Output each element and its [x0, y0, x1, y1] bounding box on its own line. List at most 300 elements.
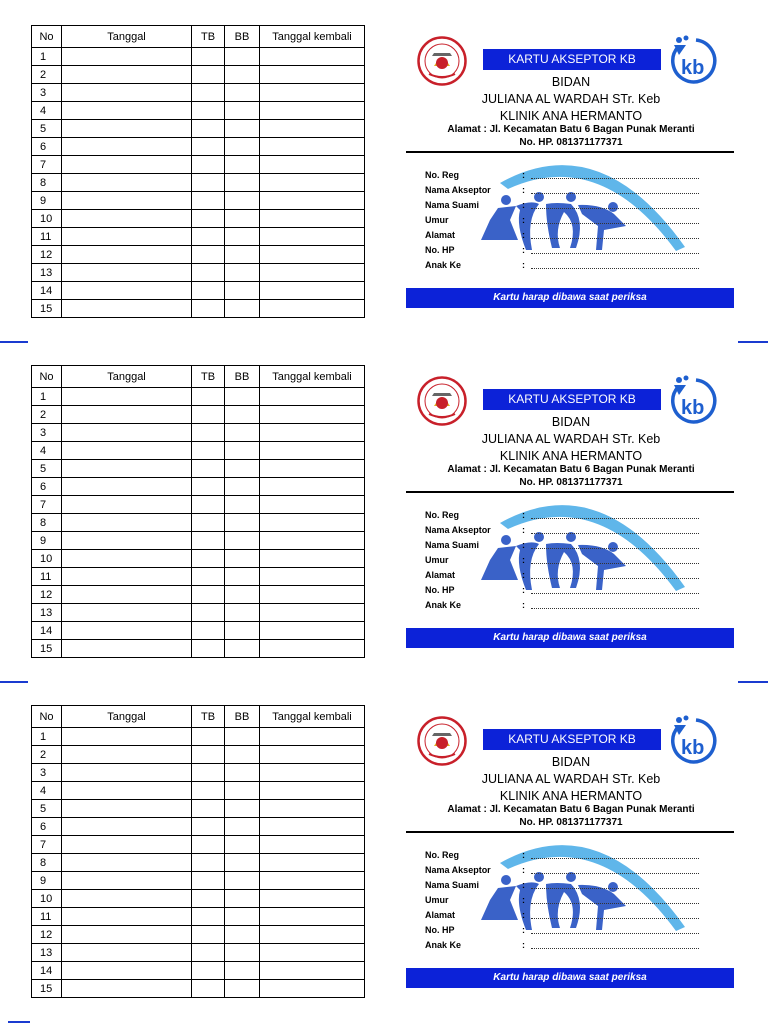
form-field [425, 555, 715, 569]
bb-cell [225, 728, 260, 746]
col-bb-header: BB [225, 706, 260, 728]
tb-cell [192, 138, 225, 156]
tanggal-kembali-cell [260, 264, 365, 282]
tanggal-kembali-cell [260, 120, 365, 138]
visit-table [31, 25, 365, 318]
row-number: 11 [32, 908, 62, 926]
bidan-name: JULIANA AL WARDAH STr. Keb [481, 772, 661, 786]
bb-cell [225, 228, 260, 246]
tanggal-kembali-cell [260, 496, 365, 514]
bb-cell [225, 818, 260, 836]
visit-table [31, 705, 365, 998]
table-row [32, 156, 365, 174]
tanggal-cell [62, 406, 192, 424]
table-row [32, 926, 365, 944]
table-row [32, 478, 365, 496]
form-field [425, 230, 715, 244]
bb-cell [225, 944, 260, 962]
bb-cell [225, 424, 260, 442]
cut-line-right-1 [738, 341, 768, 343]
field-colon: : [522, 260, 525, 270]
field-dotted-line [531, 253, 699, 254]
tanggal-kembali-cell [260, 174, 365, 192]
table-row [32, 890, 365, 908]
tb-cell [192, 962, 225, 980]
tanggal-kembali-cell [260, 746, 365, 764]
tb-cell [192, 424, 225, 442]
tb-cell [192, 478, 225, 496]
tanggal-cell [62, 174, 192, 192]
field-label: No. HP [425, 585, 455, 595]
tanggal-cell [62, 66, 192, 84]
clinic-phone: No. HP. 081371177371 [519, 137, 623, 148]
field-label: Anak Ke [425, 260, 462, 270]
field-label: No. Reg [425, 850, 460, 860]
tanggal-cell [62, 818, 192, 836]
field-colon: : [522, 600, 525, 610]
table-row [32, 120, 365, 138]
bb-cell [225, 604, 260, 622]
row-number: 6 [32, 138, 62, 156]
tb-cell [192, 210, 225, 228]
tanggal-kembali-cell [260, 156, 365, 174]
bb-cell [225, 550, 260, 568]
bb-cell [225, 460, 260, 478]
table-row [32, 84, 365, 102]
row-number: 1 [32, 728, 62, 746]
field-label: Nama Akseptor [425, 525, 491, 535]
tb-cell [192, 66, 225, 84]
col-tanggal-kembali-header: Tanggal kembali [260, 366, 365, 388]
tb-cell [192, 800, 225, 818]
tanggal-kembali-cell [260, 836, 365, 854]
bb-cell [225, 782, 260, 800]
tb-cell [192, 264, 225, 282]
field-label: Nama Akseptor [425, 865, 491, 875]
tanggal-kembali-cell [260, 84, 365, 102]
tanggal-kembali-cell [260, 66, 365, 84]
tb-cell [192, 460, 225, 478]
bb-cell [225, 746, 260, 764]
tb-cell [192, 586, 225, 604]
bb-cell [225, 138, 260, 156]
bb-cell [225, 926, 260, 944]
row-number: 2 [32, 746, 62, 764]
row-number: 8 [32, 174, 62, 192]
field-label: Nama Suami [425, 200, 480, 210]
field-dotted-line [531, 903, 699, 904]
clinic-name: KLINIK ANA HERMANTO [499, 789, 643, 803]
tanggal-cell [62, 800, 192, 818]
table-row [32, 174, 365, 192]
tanggal-kembali-cell [260, 782, 365, 800]
field-colon: : [522, 570, 525, 580]
clinic-address: Alamat : Jl. Kecamatan Batu 6 Bagan Punak Meranti [447, 124, 695, 135]
tb-cell [192, 728, 225, 746]
table-row [32, 818, 365, 836]
tanggal-cell [62, 728, 192, 746]
col-bb-header: BB [225, 366, 260, 388]
row-number: 13 [32, 944, 62, 962]
field-colon: : [522, 230, 525, 240]
field-colon: : [522, 910, 525, 920]
field-label: Alamat [425, 570, 456, 580]
table-row [32, 228, 365, 246]
bb-cell [225, 84, 260, 102]
col-tb-header: TB [192, 26, 225, 48]
tanggal-cell [62, 84, 192, 102]
bb-cell [225, 102, 260, 120]
tanggal-kembali-cell [260, 908, 365, 926]
tanggal-kembali-cell [260, 282, 365, 300]
table-row [32, 282, 365, 300]
table-row [32, 424, 365, 442]
tanggal-kembali-cell [260, 604, 365, 622]
bb-cell [225, 442, 260, 460]
tanggal-cell [62, 622, 192, 640]
tanggal-cell [62, 264, 192, 282]
tb-cell [192, 854, 225, 872]
field-colon: : [522, 185, 525, 195]
card-title-banner: KARTU AKSEPTOR KB [483, 389, 661, 410]
table-row [32, 586, 365, 604]
row-number: 4 [32, 782, 62, 800]
field-label: Nama Suami [425, 880, 480, 890]
field-colon: : [522, 215, 525, 225]
table-row [32, 514, 365, 532]
field-dotted-line [531, 548, 699, 549]
field-dotted-line [531, 858, 699, 859]
bb-cell [225, 568, 260, 586]
clinic-address: Alamat : Jl. Kecamatan Batu 6 Bagan Punak Meranti [447, 464, 695, 475]
field-colon: : [522, 540, 525, 550]
table-row [32, 568, 365, 586]
tanggal-kembali-cell [260, 728, 365, 746]
bb-cell [225, 514, 260, 532]
field-label: No. HP [425, 925, 455, 935]
tanggal-cell [62, 246, 192, 264]
tb-cell [192, 300, 225, 318]
row-number: 8 [32, 514, 62, 532]
row-number: 7 [32, 836, 62, 854]
tanggal-kembali-cell [260, 102, 365, 120]
card-footer-banner: Kartu harap dibawa saat periksa [406, 288, 734, 308]
tanggal-cell [62, 442, 192, 460]
tanggal-cell [62, 156, 192, 174]
tanggal-kembali-cell [260, 622, 365, 640]
tanggal-cell [62, 550, 192, 568]
table-row [32, 728, 365, 746]
table-row [32, 550, 365, 568]
tanggal-kembali-cell [260, 210, 365, 228]
form-field [425, 540, 715, 554]
tanggal-kembali-cell [260, 442, 365, 460]
table-row [32, 66, 365, 84]
kb-logo-text: kb [681, 397, 705, 419]
field-colon: : [522, 245, 525, 255]
col-tb-header: TB [192, 706, 225, 728]
tanggal-kembali-cell [260, 460, 365, 478]
tanggal-kembali-cell [260, 818, 365, 836]
table-row [32, 48, 365, 66]
bb-cell [225, 586, 260, 604]
bb-cell [225, 478, 260, 496]
bidan-label: BIDAN [551, 755, 591, 769]
tanggal-cell [62, 460, 192, 478]
table-row [32, 764, 365, 782]
col-no-header: No [32, 26, 62, 48]
row-number: 7 [32, 496, 62, 514]
row-number: 14 [32, 962, 62, 980]
field-dotted-line [531, 873, 699, 874]
tanggal-cell [62, 944, 192, 962]
table-row [32, 746, 365, 764]
row-number: 11 [32, 568, 62, 586]
field-dotted-line [531, 178, 699, 179]
tanggal-kembali-cell [260, 138, 365, 156]
tanggal-cell [62, 388, 192, 406]
field-dotted-line [531, 888, 699, 889]
table-row [32, 388, 365, 406]
bb-cell [225, 66, 260, 84]
card-title-banner: KARTU AKSEPTOR KB [483, 49, 661, 70]
tb-cell [192, 872, 225, 890]
form-field [425, 170, 715, 184]
bb-cell [225, 388, 260, 406]
tanggal-cell [62, 746, 192, 764]
tanggal-cell [62, 640, 192, 658]
row-number: 10 [32, 890, 62, 908]
form-field [425, 880, 715, 894]
row-number: 6 [32, 478, 62, 496]
visit-table-header [32, 706, 365, 728]
tanggal-kembali-cell [260, 246, 365, 264]
col-tb-header: TB [192, 366, 225, 388]
form-field [425, 925, 715, 939]
tanggal-cell [62, 586, 192, 604]
bb-cell [225, 210, 260, 228]
field-dotted-line [531, 268, 699, 269]
bb-cell [225, 192, 260, 210]
bb-cell [225, 800, 260, 818]
row-number: 12 [32, 246, 62, 264]
form-field [425, 245, 715, 259]
field-label: Umur [425, 895, 449, 905]
form-field [425, 850, 715, 864]
tanggal-cell [62, 854, 192, 872]
tb-cell [192, 622, 225, 640]
tb-cell [192, 890, 225, 908]
table-row [32, 460, 365, 478]
field-dotted-line [531, 918, 699, 919]
field-label: Anak Ke [425, 940, 462, 950]
field-colon: : [522, 880, 525, 890]
table-row [32, 872, 365, 890]
tanggal-kembali-cell [260, 962, 365, 980]
tanggal-kembali-cell [260, 406, 365, 424]
row-number: 3 [32, 764, 62, 782]
tanggal-kembali-cell [260, 424, 365, 442]
field-colon: : [522, 925, 525, 935]
tanggal-kembali-cell [260, 640, 365, 658]
row-number: 9 [32, 532, 62, 550]
tanggal-kembali-cell [260, 764, 365, 782]
acceptor-card [0, 340, 768, 680]
field-label: Anak Ke [425, 600, 462, 610]
row-number: 10 [32, 210, 62, 228]
tanggal-cell [62, 926, 192, 944]
table-row [32, 102, 365, 120]
col-tanggal-header: Tanggal [62, 366, 192, 388]
tb-cell [192, 496, 225, 514]
form-field [425, 525, 715, 539]
row-number: 15 [32, 640, 62, 658]
form-field [425, 895, 715, 909]
tb-cell [192, 818, 225, 836]
tb-cell [192, 782, 225, 800]
row-number: 7 [32, 156, 62, 174]
table-row [32, 908, 365, 926]
table-row [32, 944, 365, 962]
field-label: Umur [425, 555, 449, 565]
tb-cell [192, 980, 225, 998]
table-row [32, 782, 365, 800]
tanggal-cell [62, 872, 192, 890]
bidan-label: BIDAN [551, 415, 591, 429]
field-label: Umur [425, 215, 449, 225]
tanggal-cell [62, 782, 192, 800]
field-dotted-line [531, 948, 699, 949]
cut-line-left-1 [0, 341, 28, 343]
tb-cell [192, 926, 225, 944]
field-dotted-line [531, 208, 699, 209]
bb-cell [225, 640, 260, 658]
tanggal-kembali-cell [260, 800, 365, 818]
tanggal-cell [62, 48, 192, 66]
form-field [425, 940, 715, 954]
row-number: 10 [32, 550, 62, 568]
tanggal-cell [62, 568, 192, 586]
field-dotted-line [531, 593, 699, 594]
tanggal-kembali-cell [260, 890, 365, 908]
field-dotted-line [531, 608, 699, 609]
field-dotted-line [531, 533, 699, 534]
bb-cell [225, 854, 260, 872]
tanggal-cell [62, 102, 192, 120]
row-number: 4 [32, 442, 62, 460]
row-number: 6 [32, 818, 62, 836]
row-number: 15 [32, 300, 62, 318]
tanggal-kembali-cell [260, 532, 365, 550]
clinic-name: KLINIK ANA HERMANTO [499, 449, 643, 463]
tanggal-kembali-cell [260, 586, 365, 604]
form-field [425, 865, 715, 879]
table-row [32, 622, 365, 640]
tanggal-kembali-cell [260, 514, 365, 532]
tanggal-kembali-cell [260, 872, 365, 890]
field-colon: : [522, 170, 525, 180]
tanggal-kembali-cell [260, 926, 365, 944]
row-number: 4 [32, 102, 62, 120]
form-field [425, 585, 715, 599]
visit-table-header [32, 366, 365, 388]
form-field [425, 510, 715, 524]
table-row [32, 246, 365, 264]
row-number: 5 [32, 800, 62, 818]
form-field [425, 215, 715, 229]
bb-cell [225, 156, 260, 174]
tb-cell [192, 246, 225, 264]
table-row [32, 210, 365, 228]
tanggal-cell [62, 514, 192, 532]
form-field [425, 570, 715, 584]
tanggal-cell [62, 192, 192, 210]
clinic-phone: No. HP. 081371177371 [519, 477, 623, 488]
tb-cell [192, 120, 225, 138]
field-label: No. Reg [425, 510, 460, 520]
header-divider [406, 151, 734, 153]
bb-cell [225, 962, 260, 980]
row-number: 12 [32, 586, 62, 604]
field-label: No. HP [425, 245, 455, 255]
tb-cell [192, 836, 225, 854]
bb-cell [225, 622, 260, 640]
tanggal-cell [62, 890, 192, 908]
kb-logo-text: kb [681, 737, 705, 759]
row-number: 2 [32, 406, 62, 424]
field-colon: : [522, 555, 525, 565]
bb-cell [225, 872, 260, 890]
tb-cell [192, 282, 225, 300]
row-number: 2 [32, 66, 62, 84]
tanggal-kembali-cell [260, 48, 365, 66]
col-bb-header: BB [225, 26, 260, 48]
form-field [425, 910, 715, 924]
tanggal-cell [62, 424, 192, 442]
table-row [32, 604, 365, 622]
row-number: 3 [32, 84, 62, 102]
acceptor-card [0, 680, 768, 1020]
cut-line-left-2 [0, 681, 28, 683]
tb-cell [192, 102, 225, 120]
bb-cell [225, 264, 260, 282]
row-number: 9 [32, 872, 62, 890]
field-colon: : [522, 200, 525, 210]
field-colon: : [522, 510, 525, 520]
bb-cell [225, 406, 260, 424]
tanggal-kembali-cell [260, 478, 365, 496]
table-row [32, 442, 365, 460]
tanggal-cell [62, 962, 192, 980]
tb-cell [192, 406, 225, 424]
bb-cell [225, 300, 260, 318]
tb-cell [192, 84, 225, 102]
tanggal-cell [62, 980, 192, 998]
tanggal-cell [62, 120, 192, 138]
bb-cell [225, 764, 260, 782]
tanggal-kembali-cell [260, 944, 365, 962]
tanggal-kembali-cell [260, 854, 365, 872]
row-number: 11 [32, 228, 62, 246]
row-number: 5 [32, 460, 62, 478]
tanggal-cell [62, 228, 192, 246]
row-number: 14 [32, 622, 62, 640]
field-colon: : [522, 895, 525, 905]
tanggal-cell [62, 210, 192, 228]
tb-cell [192, 640, 225, 658]
table-row [32, 300, 365, 318]
row-number: 13 [32, 604, 62, 622]
